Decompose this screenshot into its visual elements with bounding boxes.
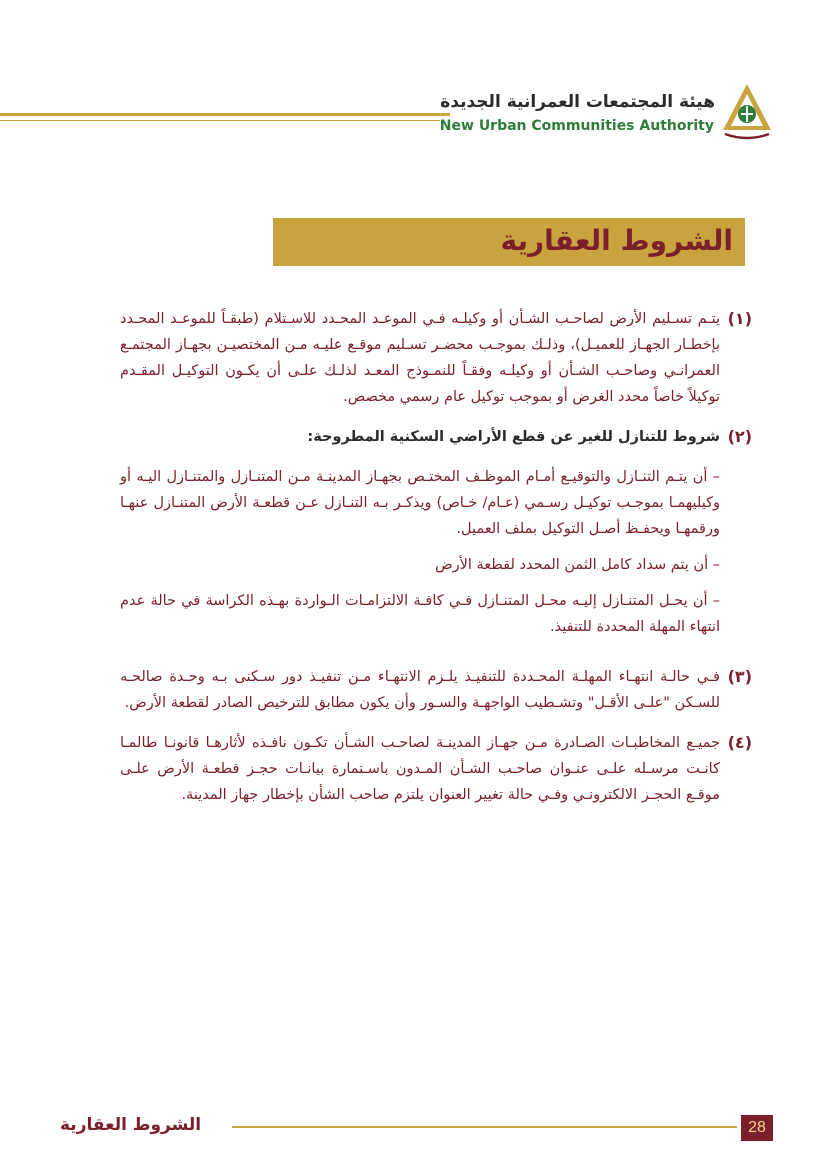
org-name-english: New Urban Communities Authority (439, 118, 714, 134)
page-title: الشروط العقارية (500, 224, 733, 257)
clause-2 (120, 424, 752, 650)
clause-heading: شروط للتنازل للغير عن قطع الأراضي السكنية المطروحة: (307, 429, 720, 445)
clause-number: (٢) (727, 427, 752, 446)
terms-content (120, 306, 752, 822)
footer-section-title: الشروط العقارية (60, 1115, 202, 1135)
clause-text: فـي حالـة انتهـاء المهلـة المحـددة للتنفيـذ يلـزم الانتهـاء مـن تنفيـذ دور سـكنى بـه وحـدة صالحـه للسـكن "علـى الأقـل" وتشـطيب الواجهـة والسـور وأن يكون مطابق للترخيص الصادر لقطعة الأرض. (120, 669, 720, 711)
page-number: 28 (741, 1115, 773, 1141)
list-item: – أن يتم سداد كامل الثمن المحدد لقطعة الأرض (435, 557, 720, 573)
clause-number: (٣) (727, 667, 752, 686)
header-rule-thin (0, 120, 440, 121)
clause-3 (120, 664, 752, 716)
header-rule (0, 113, 450, 116)
clause-subitems (120, 464, 720, 650)
org-name-arabic: هيئة المجتمعات العمرانية الجديدة (440, 92, 715, 112)
clause-text: يتـم تسـليم الأرض لصاحـب الشـأن أو وكيلـه فـي الموعـد المحـدد للاسـتلام (طبقـاً للموعـد المحـدد بإخطـار الجهـاز للعميـل)، وذلـك بموجـب محضـر تسـليم موقـع عليـه مـن المختصيـن بجهـاز المجتمـع العمرانـي وصاحـب الشـأن أو وكيلـه وفقـاً للنمـوذج المعـد لذلـك علـى أن يكـون التوكيـل المقـدم توكيلاً خاصاً محدد الغرض أو بموجب توكيل عام رسمي مخصص. (120, 311, 720, 405)
footer-rule (232, 1126, 737, 1128)
nuca-logo-icon (719, 82, 775, 144)
clause-number: (٤) (727, 733, 752, 752)
list-item: – أن يحـل المتنـازل إليـه محـل المتنـازل فـي كافـة الالتزامـات الـواردة بهـذه الكراسة في حالة عدم انتهاء المهلة المحددة للتنفيذ. (120, 593, 720, 635)
list-item: – أن يتـم التنـازل والتوقيـع أمـام الموظـف المختـص بجهـاز المدينـة مـن المتنـازل والمتنـازل اليـه أو وكيليهمـا بموجـب توكيـل رسـمي (عـام/ خـاص) ويذكـر بـه التنـازل عـن قطعـة الأرض المتنـازل عنهـا ورقمهـا ويحفـظ أصـل التوكيل بملف العميل. (120, 469, 720, 537)
clause-4 (120, 730, 752, 808)
clause-number: (١) (727, 309, 752, 328)
clause-1 (120, 306, 752, 410)
clause-text: جميـع المخاطبـات الصـادرة مـن جهـاز المدينـة لصاحـب الشـأن تكـون نافـذه لأثارهـا قانونـا طالمـا كانـت مرسـله علـى عنـوان صاحـب الشـأن المـدون باسـتمارة بيانـات حجـز قطعـة الأرض علـى موقـع الحجـز الالكترونـي وفـي حالة تغيير العنوان يلتزم صاحب الشأن بإخطار جهاز المدينة. (120, 735, 720, 803)
